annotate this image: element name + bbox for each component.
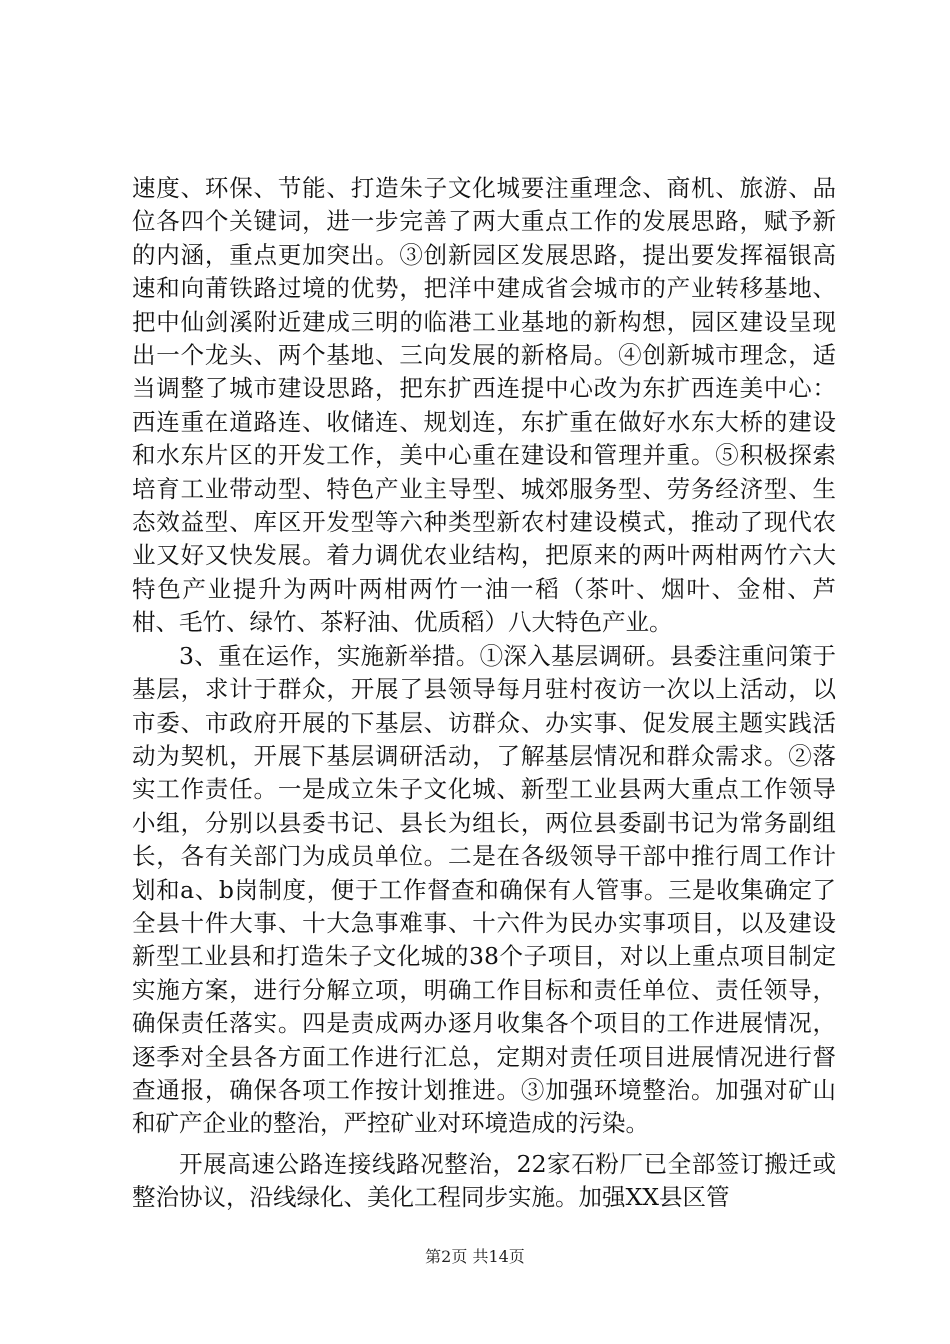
paragraph-1: 速度、环保、节能、打造朱子文化城要注重理念、商机、旅游、品位各四个关键词，进一步完善了两大重点工作的发展思路，赋予新的内涵，重点更加突出。③创新园区发展思路，提出要发挥福银高速和向莆铁路过境的优势，把洋中建成省会城市的产业转移基地、把中仙剑溪附近建成三明的临港工业基地的新构想，园区建设呈现出一个龙头、两个基地、三向发展的新格局。④创新城市理念，适当调整了城市建设思路，把东扩西连提中心改为东扩西连美中心：西连重在道路连、收储连、规划连，东扩重在做好水东大桥的建设和水东片区的开发工作，美中心重在建设和管理并重。⑤积极探索培育工业带动型、特色产业主导型、城郊服务型、劳务经济型、生态效益型、库区开发型等六种类型新农村建设模式，推动了现代农业又好又快发展。着力调优农业结构，把原来的两叶两柑两竹六大特色产业提升为两叶两柑两竹一油一稻（茶叶、烟叶、金柑、芦柑、毛竹、绿竹、茶籽油、优质稻）八大特色产业。 [132,174,836,637]
document-body [132,172,836,1215]
paragraph-3: 开展高速公路连接线路况整治，22家石粉厂已全部签订搬迁或整治协议，沿线绿化、美化工程同步实施。加强XX县区管 [132,1149,836,1212]
page-number-footer: 第2页 共14页 [425,1247,525,1266]
paragraph-2: 3、重在运作，实施新举措。①深入基层调研。县委注重问策于基层，求计于群众，开展了县领导每月驻村夜访一次以上活动，以市委、市政府开展的下基层、访群众、办实事、促发展主题实践活动为契机，开展下基层调研活动，了解基层情况和群众需求。②落实工作责任。一是成立朱子文化城、新型工业县两大重点工作领导小组，分别以县委书记、县长为组长，两位县委副书记为常务副组长，各有关部门为成员单位。二是在各级领导干部中推行周工作计划和a、b岗制度，便于工作督查和确保有人管事。三是收集确定了全县十件大事、十大急事难事、十六件为民办实事项目，以及建设新型工业县和打造朱子文化城的38个子项目，对以上重点项目制定实施方案，进行分解立项，明确工作目标和责任单位、责任领导，确保责任落实。四是责成两办逐月收集各个项目的工作进展情况，逐季对全县各方面工作进行汇总，定期对责任项目进展情况进行督查通报，确保各项工作按计划推进。③加强环境整治。加强对矿山和矿产企业的整治，严控矿业对环境造成的污染。 [132,641,836,1138]
